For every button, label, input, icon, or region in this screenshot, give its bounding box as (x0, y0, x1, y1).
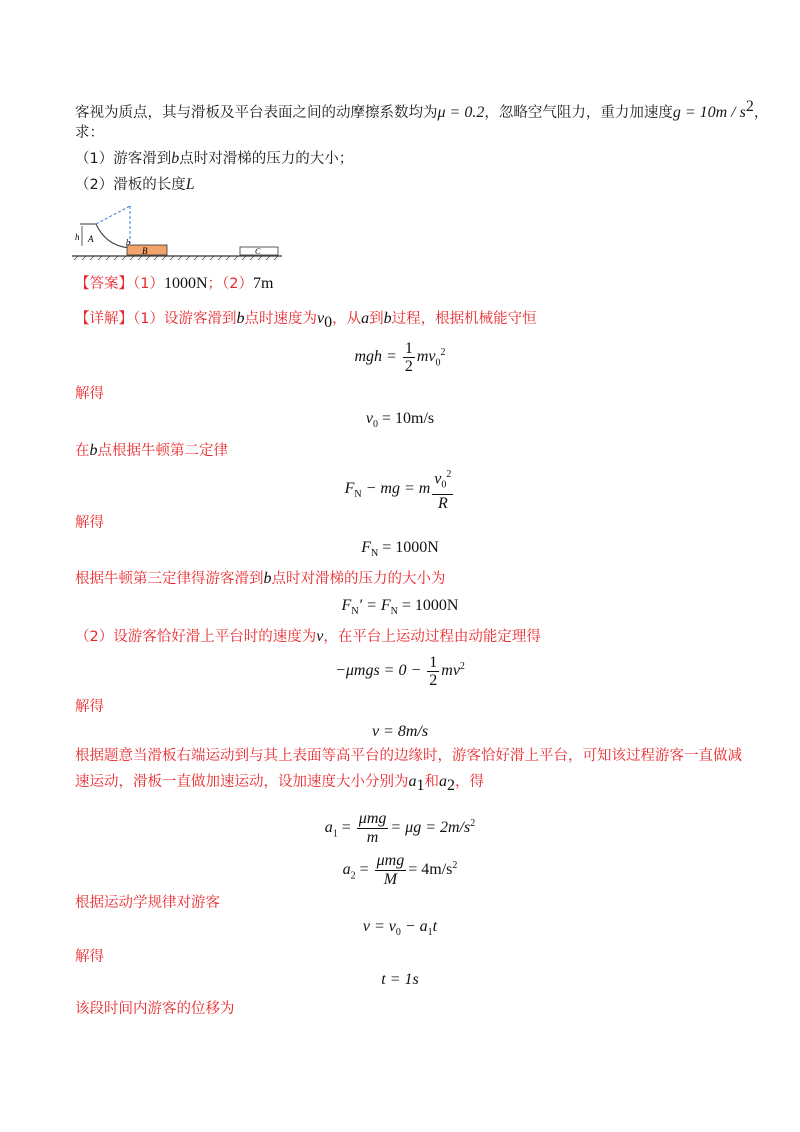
fraction (403, 340, 415, 375)
var-b: b (383, 310, 392, 327)
label-B: B (142, 246, 148, 256)
eq-term: v = v (362, 918, 396, 935)
detail-line-4 (75, 626, 541, 648)
detail-text: ，得 (455, 774, 484, 790)
detail-tag: 【详解】 (75, 311, 133, 327)
var-b: b (171, 150, 180, 167)
problem-text: 客视为质点，其与滑板及平台表面之间的动摩擦系数均为 (75, 104, 438, 121)
subscript: 0 (372, 419, 378, 431)
eq-term: = 1000N (382, 539, 439, 556)
eq-term: a (342, 861, 351, 879)
equation-work-energy (0, 654, 800, 689)
detail-text: 点时对滑梯的压力的大小为 (271, 571, 446, 587)
detail-line-7: 根据运动学规律对游客 (75, 895, 220, 911)
problem-text: ， (753, 104, 769, 121)
equation-FN (0, 539, 800, 559)
subscript: N (370, 548, 379, 560)
subscript: 1 (416, 776, 425, 794)
detail-text: （2）设游客恰好滑上平台时的速度为 (75, 629, 317, 645)
subscript: N (390, 606, 398, 618)
detail-text: 到 (369, 311, 384, 327)
var-b: b (263, 570, 272, 587)
eq-term: t = 1s (381, 971, 419, 988)
equation-kinematics (0, 918, 800, 938)
subscript: 1 (427, 927, 433, 939)
question-2 (75, 174, 195, 196)
equation-t (0, 971, 800, 989)
frac-den: m (366, 829, 379, 846)
var-a: a (361, 310, 370, 327)
var-L: L (185, 176, 195, 193)
answer-sep: ； (207, 276, 223, 292)
slide-curve (96, 224, 130, 248)
eq-term: −μmgs = 0 − (335, 662, 422, 680)
detail-text: 速运动，滑板一直做加速运动，设加速度大小分别为 (75, 774, 409, 790)
equation-energy (0, 340, 800, 375)
mu-value: μ = 0.2 (437, 103, 485, 121)
detail-line-3 (75, 568, 446, 590)
var-b: b (236, 310, 245, 327)
subscript: 0 (395, 927, 401, 939)
jiede-3: 解得 (75, 699, 104, 715)
eq-term: = 1000N (401, 597, 459, 614)
equation-a1 (0, 810, 800, 847)
subscript: 2 (350, 870, 356, 882)
eq-term: a (324, 819, 333, 837)
frac-num: 1 (404, 340, 413, 357)
eq-term: F (341, 597, 352, 614)
problem-text: ，忽略空气阻力，重力加速度 (484, 104, 673, 121)
fraction (375, 852, 407, 889)
detail-text: ，在平台上运动过程由动能定理得 (323, 629, 541, 645)
problem-line-1 (75, 96, 768, 124)
detail-line-8: 该段时间内游客的位移为 (75, 1001, 235, 1017)
var-v: v (316, 628, 324, 645)
jiede-1: 解得 (75, 386, 104, 402)
eq-term: = μg = 2m/s (390, 819, 471, 837)
eq-term: = 10m/s (381, 410, 435, 427)
label-h: h (75, 232, 80, 242)
equation-v0 (0, 410, 800, 430)
detail-text: 过程，根据机械能守恒 (391, 311, 537, 327)
frac-den: 2 (404, 358, 413, 375)
equation-v (0, 723, 800, 741)
fraction (432, 466, 453, 513)
radius-dash (96, 206, 130, 224)
eq-sign: = (359, 861, 369, 879)
detail-text: （1）设游客滑到 (133, 311, 237, 327)
subscript: N (351, 606, 359, 618)
equation-a2 (0, 852, 800, 889)
frac-num: μmg (358, 810, 387, 827)
subscript: 1 (332, 828, 338, 840)
slide-diagram (72, 198, 282, 266)
detail-text: 在 (75, 443, 90, 459)
eq-term: F (361, 539, 371, 556)
answer-tag: 【答案】 (75, 276, 133, 292)
answer-part: （1） (133, 276, 164, 292)
question-text: （1）游客滑到 (75, 151, 172, 167)
jiede-4: 解得 (75, 949, 104, 965)
eq-term: v (365, 410, 373, 427)
eq-term: − mg = m (365, 479, 431, 497)
subscript: N (354, 489, 362, 501)
eq-term: ′ = F (358, 597, 391, 614)
g-value: g = 10m / s (672, 103, 746, 121)
label-A: A (88, 234, 94, 244)
detail-text: ，从 (332, 311, 362, 327)
eq-term: F (344, 479, 355, 497)
detail-text: 点根据牛顿第二定律 (97, 443, 228, 459)
equation-newton3 (0, 597, 800, 617)
eq-term: v = 8m/s (371, 723, 429, 740)
detail-line-5: 根据题意当滑板右端运动到与其上表面等高平台的边缘时，游客恰好滑上平台，可知该过程游客一直做减 (75, 748, 742, 764)
subscript: 0 (324, 313, 333, 331)
problem-line-2: 求： (75, 125, 104, 141)
detail-text: 点时速度为 (244, 311, 317, 327)
jiede-2: 解得 (75, 515, 104, 531)
frac-den: 2 (429, 672, 438, 689)
eq-sign: = (341, 819, 351, 837)
question-1 (75, 148, 353, 170)
superscript: 2 (446, 469, 452, 480)
label-C: C (255, 247, 261, 256)
equation-newton2 (0, 466, 800, 513)
superscript: 2 (745, 98, 754, 115)
fraction (357, 810, 389, 847)
label-b: b (126, 238, 130, 247)
detail-text: 和 (424, 774, 439, 790)
answer-part: （2） (222, 276, 254, 292)
var-v0: v (316, 310, 325, 327)
frac-num: 1 (429, 654, 438, 671)
frac-num: v (434, 470, 442, 488)
eq-term: mv (441, 662, 460, 680)
answer-value-1: 1000N (163, 275, 208, 292)
frac-den: R (437, 494, 448, 512)
subscript: 0 (435, 357, 441, 369)
eq-term: − a (404, 918, 428, 935)
eq-term: t (432, 918, 438, 935)
var-b: b (89, 442, 98, 459)
fraction (427, 654, 439, 689)
subscript: 0 (441, 479, 447, 491)
ground-hatching (74, 256, 278, 260)
answer-value-2: 7m (253, 275, 274, 292)
eq-term: mgh = (354, 348, 397, 366)
detail-line-1 (75, 308, 537, 334)
frac-den: M (383, 871, 398, 888)
detail-text: 根据牛顿第三定律得游客滑到 (75, 571, 264, 587)
question-text: 点时对滑梯的压力的大小； (179, 151, 354, 167)
superscript: 2 (452, 859, 458, 871)
eq-term: = 4m/s (408, 861, 453, 879)
detail-line-6: 速运动，滑板一直做加速运动，设加速度大小分别为$a_1$和$a_2$，得 (75, 773, 484, 794)
superscript: 2 (459, 660, 465, 672)
question-text: （2）滑板的长度 (75, 177, 186, 193)
eq-term: mv (416, 348, 436, 366)
detail-line-2 (75, 440, 228, 462)
superscript: 2 (440, 346, 446, 358)
subscript: 2 (447, 776, 455, 794)
answer-line (75, 273, 273, 295)
frac-num: μmg (376, 852, 405, 869)
superscript: 2 (470, 817, 476, 829)
